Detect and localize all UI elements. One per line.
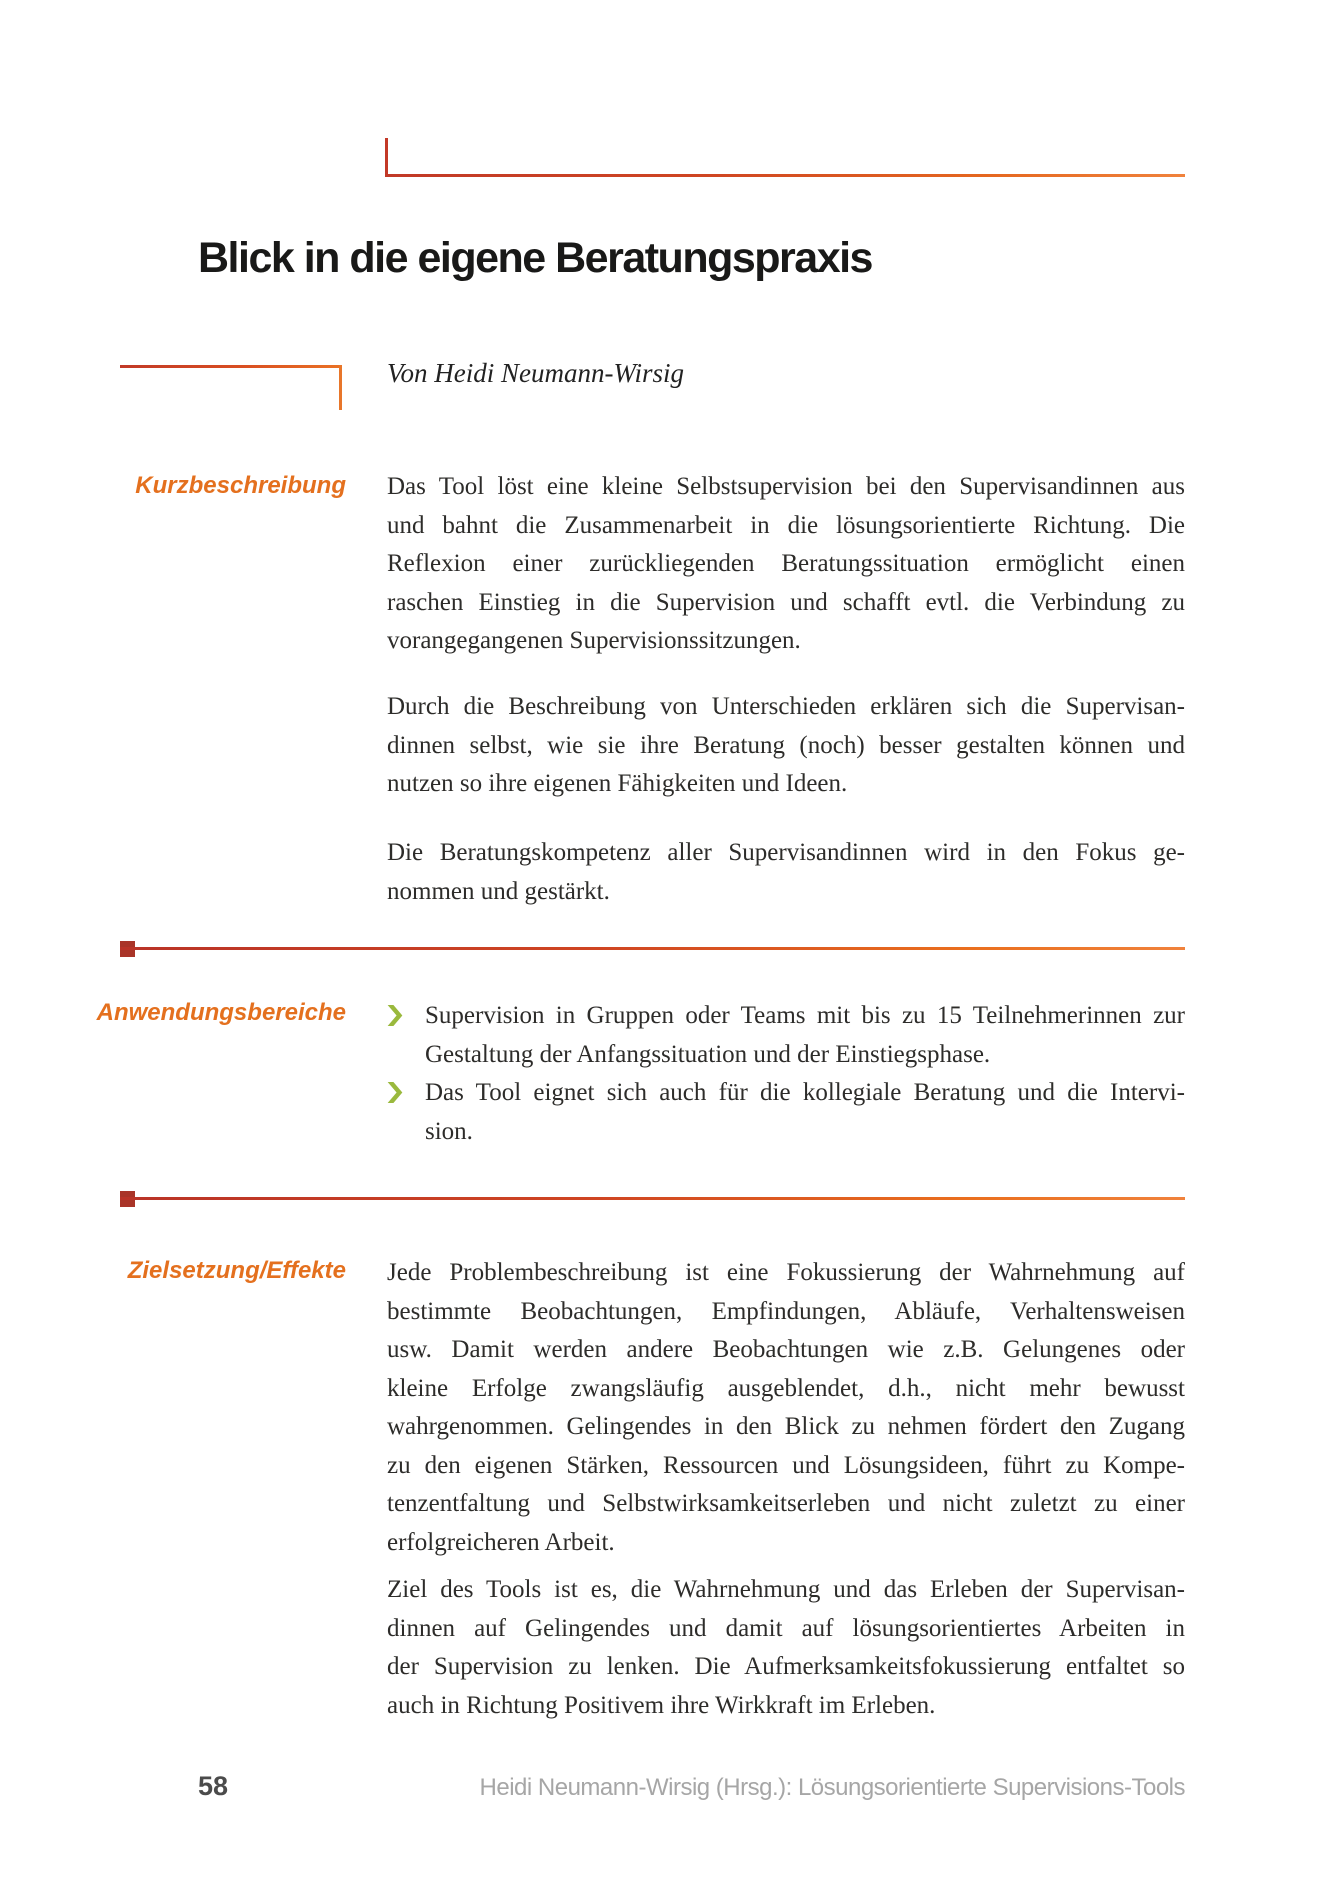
text-line: Supervision in Gruppen oder Teams mit bis zu 15 Teilnehmerinnen zur	[425, 1002, 1185, 1029]
kurzbeschreibung-paragraph-2	[387, 688, 1185, 804]
kurzbeschreibung-paragraph-3	[387, 834, 1185, 911]
text-line: tenzentfaltung und Selbstwirksamkeitserleben und nicht zuletzt zu einer	[387, 1490, 1185, 1517]
text-line: erfolgreicheren Arbeit.	[387, 1528, 615, 1556]
text-line: usw. Damit werden andere Beobachtungen wie z.B. Gelungenes oder	[387, 1336, 1185, 1363]
text-line: dinnen selbst, wie sie ihre Beratung (noch) besser gestalten können und	[387, 731, 1185, 759]
text-line: nutzen so ihre eigenen Fähigkeiten und Ideen.	[387, 770, 848, 797]
text-line: dinnen auf Gelingendes und damit auf lösungsorientiertes Arbeiten in	[387, 1614, 1185, 1642]
text-line: raschen Einstieg in die Supervision und schafft evtl. die Verbindung zu	[387, 588, 1185, 616]
list-item	[387, 1074, 1185, 1151]
text-line: der Supervision zu lenken. Die Aufmerksamkeitsfokussierung entfaltet so	[387, 1653, 1185, 1680]
section-divider-rule	[120, 947, 1185, 950]
text-line: wahrgenommen. Gelingendes in den Blick zu nehmen fördert den Zugang	[387, 1413, 1185, 1440]
chapter-bracket-horizontal-rule	[385, 174, 1185, 177]
text-line: nommen und gestärkt.	[387, 877, 610, 905]
anwendungsbereiche-list	[387, 997, 1185, 1151]
section-label-zielsetzung: Zielsetzung/Effekte	[127, 1257, 346, 1284]
text-line: Das Tool löst eine kleine Selbstsupervision bei den Supervisandinnen aus	[387, 473, 1185, 500]
list-item-text	[425, 997, 1185, 1074]
byline: Von Heidi Neumann-Wirsig	[387, 358, 684, 388]
byline-bracket-vertical-rule	[339, 365, 342, 410]
text-line: Ziel des Tools ist es, die Wahrnehmung und das Erleben der Supervisan-	[387, 1576, 1185, 1603]
text-line: und bahnt die Zusammenarbeit in die lösungsorientierte Richtung. Die	[387, 511, 1185, 539]
list-item-text	[425, 1074, 1185, 1151]
text-line: vorangegangenen Supervisionssitzungen.	[387, 627, 801, 654]
text-line: kleine Erfolge zwangsläufig ausgeblendet, d.h., nicht mehr bewusst	[387, 1374, 1185, 1402]
kurzbeschreibung-paragraph-1	[387, 468, 1185, 661]
byline-bracket-horizontal-rule	[120, 365, 342, 368]
chapter-bracket-vertical-rule	[385, 138, 388, 177]
text-line: Gestaltung der Anfangssituation und der Einstiegsphase.	[425, 1040, 991, 1068]
text-line: Jede Problembeschreibung ist eine Fokussierung der Wahrnehmung auf	[387, 1259, 1185, 1286]
text-line: bestimmte Beobachtungen, Empfindungen, Abläufe, Verhaltensweisen	[387, 1297, 1185, 1325]
section-label-kurzbeschreibung: Kurzbeschreibung	[135, 472, 346, 499]
text-line: auch in Richtung Positivem ihre Wirkkraft im Erleben.	[387, 1691, 936, 1719]
section-label-anwendungsbereiche: Anwendungsbereiche	[96, 999, 346, 1026]
text-line: Reflexion einer zurückliegenden Beratungssituation ermöglicht einen	[387, 550, 1185, 577]
text-line: Das Tool eignet sich auch für die kollegiale Beratung und die Intervi-	[425, 1079, 1185, 1106]
text-line: Durch die Beschreibung von Unterschieden erklären sich die Supervisan-	[387, 693, 1185, 720]
list-item	[387, 997, 1185, 1074]
zielsetzung-paragraph-1	[387, 1254, 1185, 1562]
running-title: Heidi Neumann-Wirsig (Hrsg.): Lösungsorientierte Supervisions-Tools	[479, 1774, 1185, 1801]
page-title: Blick in die eigene Beratungspraxis	[198, 234, 872, 282]
text-line: zu den eigenen Stärken, Ressourcen und Lösungsideen, führt zu Kompe-	[387, 1451, 1185, 1479]
zielsetzung-paragraph-2	[387, 1571, 1185, 1725]
chevron-right-icon	[387, 1005, 403, 1026]
text-line: sion.	[425, 1117, 473, 1145]
page-number: 58	[198, 1771, 229, 1801]
section-divider-rule	[120, 1197, 1185, 1200]
chevron-right-icon	[387, 1082, 403, 1103]
text-line: Die Beratungskompetenz aller Supervisandinnen wird in den Fokus ge-	[387, 839, 1185, 866]
